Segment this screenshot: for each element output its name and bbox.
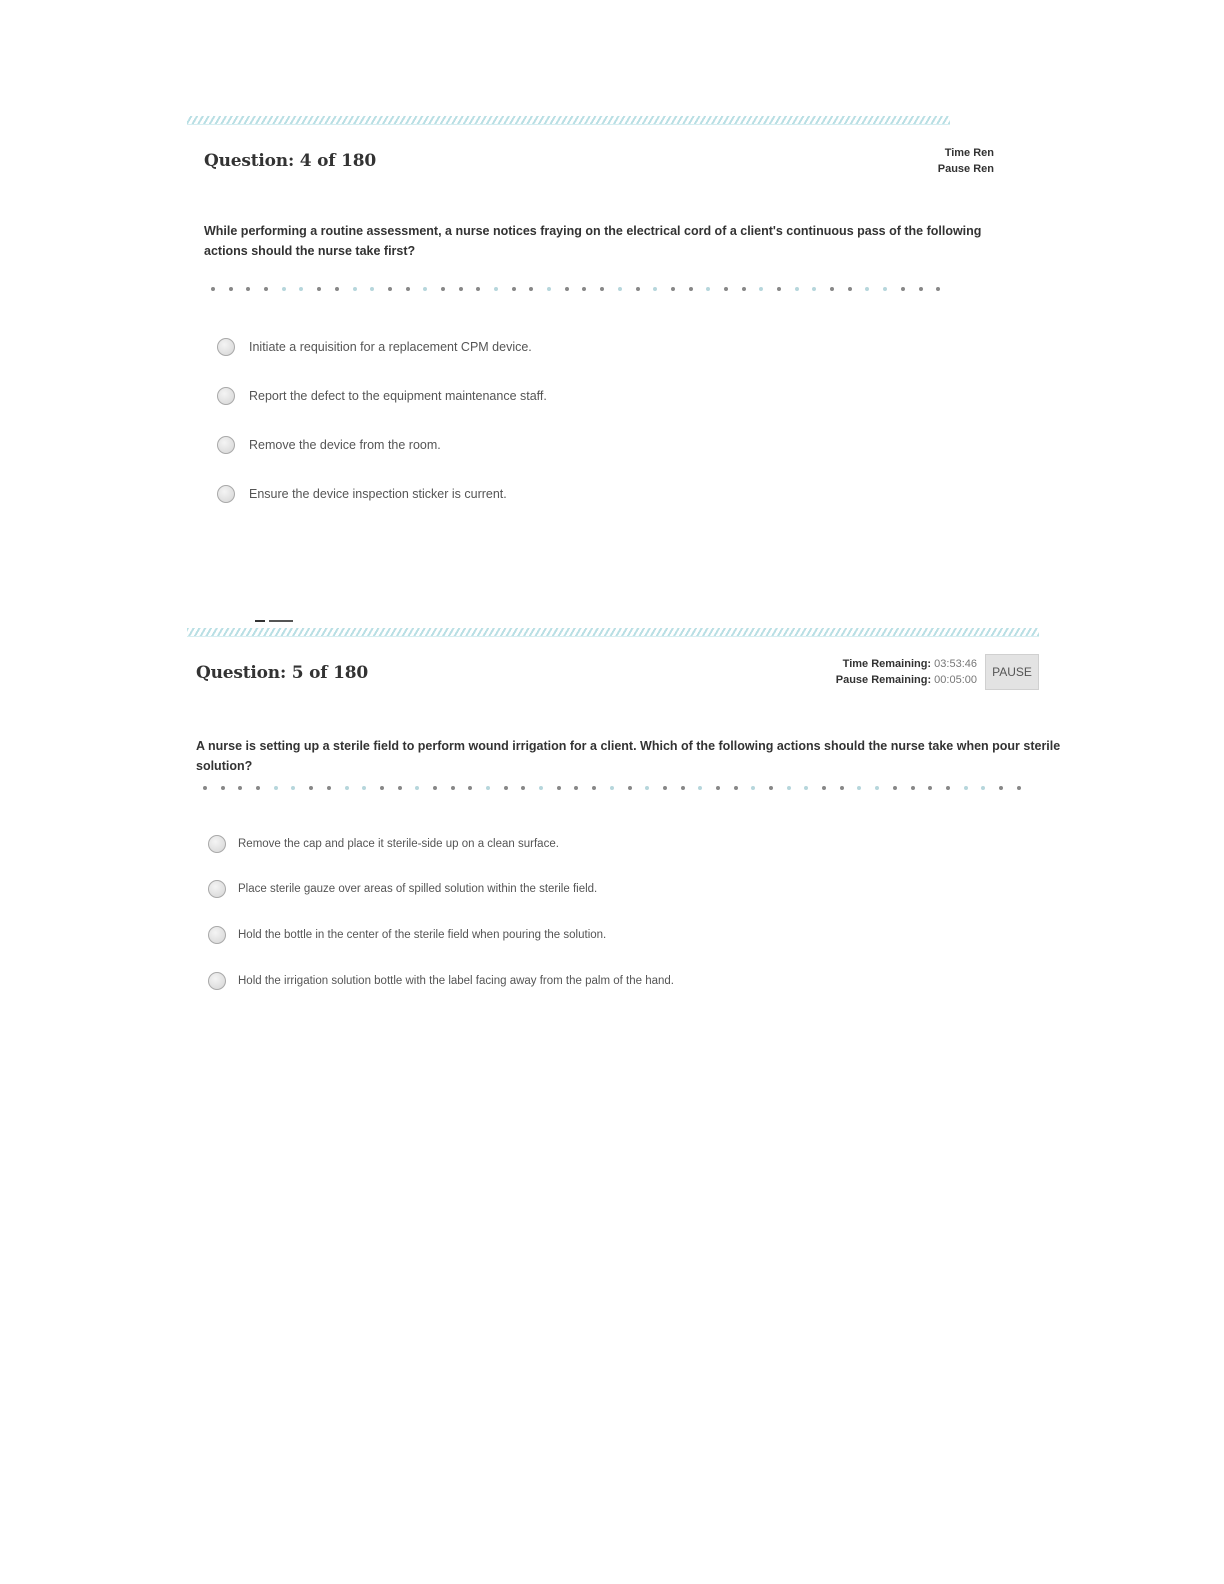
divider-dot	[663, 786, 667, 790]
divider-dot	[380, 786, 384, 790]
divider-dot	[451, 786, 455, 790]
divider-dot	[529, 287, 533, 291]
radio-button-icon[interactable]	[217, 436, 235, 454]
divider-dot	[919, 287, 923, 291]
answer-option-2[interactable]	[217, 371, 547, 420]
divider-dot	[628, 786, 632, 790]
radio-button-icon[interactable]	[217, 485, 235, 503]
divider-dot	[787, 786, 791, 790]
divider-dot	[671, 287, 675, 291]
divider-dot	[398, 786, 402, 790]
time-remaining-label: Time Ren	[944, 147, 994, 159]
divider-dot	[504, 786, 508, 790]
divider-dot	[317, 287, 321, 291]
timer-block	[836, 656, 977, 688]
answer-option-text: Remove the cap and place it sterile-side up on a clean surface.	[238, 837, 559, 850]
answer-option-3[interactable]	[208, 912, 674, 958]
divider-dot	[857, 786, 861, 790]
divider-dot	[724, 287, 728, 291]
divider-dot	[521, 786, 525, 790]
divider-dot	[636, 287, 640, 291]
answer-option-1[interactable]	[217, 322, 547, 371]
divider-dot	[911, 786, 915, 790]
divider-dot	[327, 786, 331, 790]
divider-dot	[645, 786, 649, 790]
divider-dot	[264, 287, 268, 291]
divider-dot	[574, 786, 578, 790]
time-remaining-label: Time Remaining:	[842, 658, 932, 670]
divider-dot	[362, 786, 366, 790]
pause-remaining	[938, 161, 994, 177]
divider-dot	[822, 786, 826, 790]
divider-dot	[812, 287, 816, 291]
divider-dot	[742, 287, 746, 291]
divider-dot	[698, 786, 702, 790]
divider-dot	[211, 287, 215, 291]
answer-option-2[interactable]	[208, 867, 674, 913]
divider-dot	[804, 786, 808, 790]
divider-dot	[353, 287, 357, 291]
divider-dot	[1017, 786, 1021, 790]
divider-dot	[582, 287, 586, 291]
divider-dot	[345, 786, 349, 790]
divider-dot	[795, 287, 799, 291]
divider-dot	[246, 287, 250, 291]
divider-dot	[875, 786, 879, 790]
divider-dot	[557, 786, 561, 790]
divider-dot	[256, 786, 260, 790]
divider-dot	[274, 786, 278, 790]
divider-dot	[865, 287, 869, 291]
divider-dot	[999, 786, 1003, 790]
divider-dot	[777, 287, 781, 291]
divider-dot	[229, 287, 233, 291]
divider-dot	[221, 786, 225, 790]
radio-button-icon[interactable]	[217, 338, 235, 356]
divider-dot	[893, 786, 897, 790]
radio-button-icon[interactable]	[208, 835, 226, 853]
answer-options	[208, 821, 674, 1003]
divider-dot	[433, 786, 437, 790]
answer-option-text: Ensure the device inspection sticker is current.	[249, 486, 507, 501]
divider-dot	[547, 287, 551, 291]
divider-dot	[901, 287, 905, 291]
divider-dot	[565, 287, 569, 291]
answer-option-text: Remove the device from the room.	[249, 437, 441, 452]
divider-dot	[282, 287, 286, 291]
header-stripe	[187, 628, 1039, 637]
question-panel-4	[187, 116, 994, 516]
question-title: Question: 5 of 180	[196, 663, 368, 683]
divider-dot	[309, 786, 313, 790]
divider-dot	[494, 287, 498, 291]
divider-dot	[734, 786, 738, 790]
dotted-divider	[203, 786, 1021, 790]
divider-dot	[238, 786, 242, 790]
divider-dot	[203, 786, 207, 790]
divider-dot	[539, 786, 543, 790]
divider-dot	[830, 287, 834, 291]
question-panel-5	[187, 628, 1061, 1008]
time-remaining-value: 03:53:46	[934, 658, 977, 670]
divider-dot	[928, 786, 932, 790]
divider-dot	[840, 786, 844, 790]
header-stripe	[187, 116, 950, 125]
divider-dot	[370, 287, 374, 291]
divider-dot	[600, 287, 604, 291]
pause-remaining-value: 00:05:00	[934, 674, 977, 686]
time-remaining	[938, 145, 994, 161]
divider-dot	[883, 287, 887, 291]
divider-dot	[592, 786, 596, 790]
pause-remaining-label: Pause Remaining:	[835, 674, 932, 686]
divider-dot	[653, 287, 657, 291]
divider-dot	[299, 287, 303, 291]
divider-dot	[681, 786, 685, 790]
answer-option-4[interactable]	[208, 958, 674, 1004]
divider-dot	[423, 287, 427, 291]
divider-dot	[946, 786, 950, 790]
divider-dot	[759, 287, 763, 291]
answer-option-text: Hold the irrigation solution bottle with the label facing away from the palm of the hand.	[238, 974, 674, 987]
divider-dot	[716, 786, 720, 790]
divider-dot	[751, 786, 755, 790]
radio-button-icon[interactable]	[208, 880, 226, 898]
divider-dot	[335, 287, 339, 291]
time-remaining	[836, 656, 977, 672]
divider-dot	[459, 287, 463, 291]
question-title: Question: 4 of 180	[204, 151, 376, 171]
divider-dot	[476, 287, 480, 291]
dotted-divider	[211, 287, 940, 291]
answer-option-1[interactable]	[208, 821, 674, 867]
pause-remaining-label: Pause Ren	[937, 163, 994, 175]
divider-dot	[486, 786, 490, 790]
crop-fragment	[255, 620, 293, 622]
divider-dot	[512, 287, 516, 291]
radio-button-icon[interactable]	[217, 387, 235, 405]
divider-dot	[388, 287, 392, 291]
question-stem: A nurse is setting up a sterile field to perform wound irrigation for a client. Which of the following actions should the nurse take when pour sterile solution?	[196, 739, 1061, 773]
divider-dot	[848, 287, 852, 291]
divider-dot	[468, 786, 472, 790]
divider-dot	[936, 287, 940, 291]
answer-option-text: Initiate a requisition for a replacement CPM device.	[249, 339, 532, 354]
divider-dot	[406, 287, 410, 291]
answer-option-3[interactable]	[217, 420, 547, 469]
radio-button-icon[interactable]	[208, 972, 226, 990]
divider-dot	[964, 786, 968, 790]
divider-dot	[769, 786, 773, 790]
divider-dot	[689, 287, 693, 291]
question-stem: While performing a routine assessment, a nurse notices fraying on the electrical cord of a client's continuous pass of the following actions should the nurse take first?	[204, 224, 982, 258]
radio-button-icon[interactable]	[208, 926, 226, 944]
divider-dot	[618, 287, 622, 291]
pause-remaining	[836, 672, 977, 688]
answer-option-text: Report the defect to the equipment maintenance staff.	[249, 388, 547, 403]
answer-option-text: Hold the bottle in the center of the sterile field when pouring the solution.	[238, 928, 607, 941]
divider-dot	[415, 786, 419, 790]
divider-dot	[610, 786, 614, 790]
divider-dot	[291, 786, 295, 790]
divider-dot	[981, 786, 985, 790]
divider-dot	[441, 287, 445, 291]
pause-button[interactable]: PAUSE	[985, 654, 1039, 690]
divider-dot	[706, 287, 710, 291]
answer-options	[217, 322, 547, 518]
answer-option-text: Place sterile gauze over areas of spilled solution within the sterile field.	[238, 883, 598, 896]
timer-block	[938, 145, 994, 177]
answer-option-4[interactable]	[217, 469, 547, 518]
